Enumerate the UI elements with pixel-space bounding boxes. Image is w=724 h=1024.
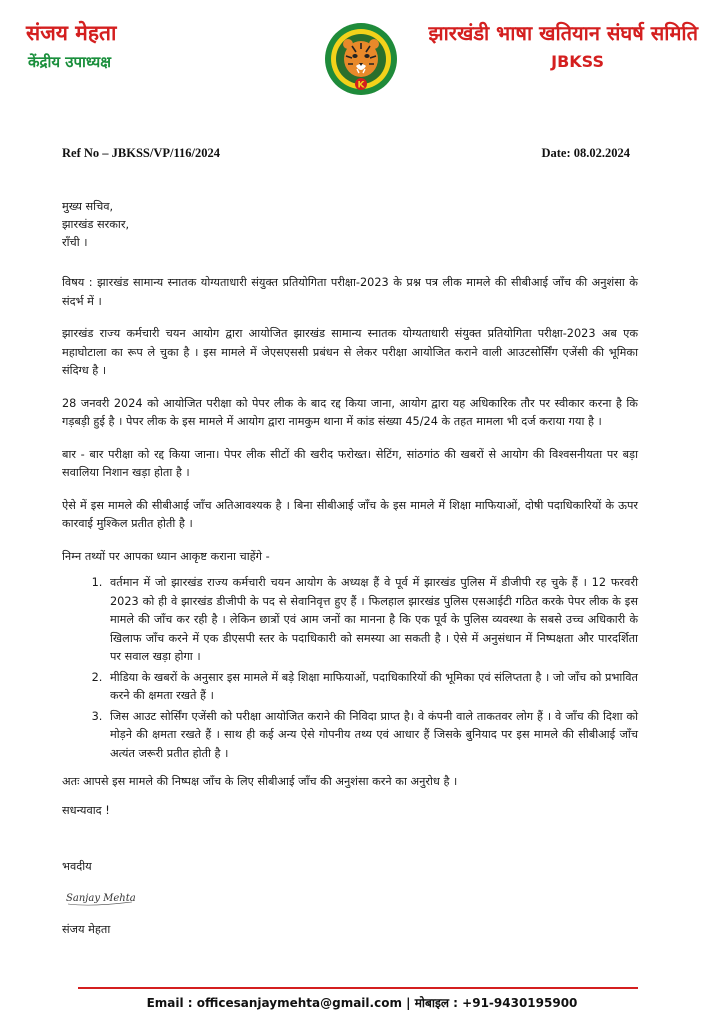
organization-abbreviation: JBKSS	[551, 52, 604, 71]
address-line: राँची ।	[62, 236, 88, 249]
reference-number: Ref No – JBKSS/VP/116/2024	[62, 146, 220, 160]
logo-letter: K	[357, 80, 365, 91]
organization-name: झारखंडी भाषा खतियान संघर्ष समिति	[428, 21, 698, 45]
handwritten-signature	[62, 885, 172, 909]
letter-date: Date: 08.02.2024	[541, 146, 630, 160]
closing-request: अतः आपसे इस मामले की निष्पक्ष जाँच के लिए सीबीआई जाँच की अनुशंसा करने का अनुरोध है ।	[62, 775, 458, 788]
body-paragraph: 28 जनवरी 2024 को आयोजित परीक्षा को पेपर लीक के बाद रद्द किया जाना, आयोग द्वारा यह अधिकारिक तौर पर स्वीकार करना है कि गड़बड़ी हुई है । पेपर लीक के इस मामले में आयोग द्वारा नामकुम थाना में कांड संख्या 45/24 के तहत मामला भी दर्ज कराया गया है ।	[62, 396, 638, 428]
address-line: झारखंड सरकार,	[62, 218, 130, 231]
list-item: 2. मीडिया के खबरों के अनुसार इस मामले में बड़े शिक्षा माफियाओं, पदाधिकारियों की भूमिका एवं संलिप्तता है । जो जाँच को प्रभावित करने की क्षमता रखते हैं ।	[106, 669, 638, 706]
sender-name: संजय मेहता	[26, 21, 117, 45]
sender-role: केंद्रीय उपाध्यक्ष	[28, 53, 112, 71]
reference-row	[62, 146, 630, 161]
footer-mobile: मोबाइल : +91-9430195900	[414, 996, 578, 1010]
footer-contact	[0, 994, 724, 1011]
signer-name: संजय मेहता	[62, 923, 111, 936]
footer-divider	[78, 987, 638, 989]
body-paragraph: ऐसे में इस मामले की सीबीआई जाँच अतिआवश्यक है । बिना सीबीआई जाँच के इस मामले में शिक्षा माफियाओं, दोषी पदाधिकारियों के ऊपर कारवाई मुश्किल प्रतीत होती है ।	[62, 498, 638, 530]
points-list	[62, 574, 638, 763]
body-paragraph: निम्न तथ्यों पर आपका ध्यान आकृष्ट कराना चाहेंगे -	[62, 549, 270, 563]
footer-separator: |	[406, 996, 411, 1010]
thanks-line: सधन्यवाद !	[62, 803, 110, 817]
yours-faithfully: भवदीय	[62, 860, 92, 873]
recipient-address	[62, 198, 638, 252]
list-item: 1. वर्तमान में जो झारखंड राज्य कर्मचारी चयन आयोग के अध्यक्ष हैं वे पूर्व में झारखंड पुलिस में डीजीपी रह चुके हैं । 12 फरवरी 2023 को ही वे झारखंड डीजीपी के पद से सेवानिवृत्त हुए हैं । फिलहाल झारखंड पुलिस एसआईटी गठित करके पेपर लीक के इस मामले की जाँच कर रही है । लेकिन छात्रों एवं आम जनों का मानना है कि एक पूर्व के पुलिस व्यवस्था के सबसे उच्च अधिकारी के खिलाफ जाँच करने में एक डीएसपी स्तर के पदाधिकारी को समस्या आ सकती है । ऐसे में अनुसंधान में निष्पक्षता और पारदर्शिता पर सवाल खड़ा होगा ।	[106, 574, 638, 667]
body-paragraph: बार - बार परीक्षा को रद्द किया जाना। पेपर लीक सीटों की खरीद फरोख्त। सेटिंग, सांठगांठ की खबरों से आयोग की विश्वसनीयता पर बड़ा सवालिया निशान खड़ा होता है ।	[62, 447, 638, 479]
address-line: मुख्य सचिव,	[62, 200, 114, 213]
letter-subject: विषय : झारखंड सामान्य स्नातक योग्यताधारी संयुक्त प्रतियोगिता परीक्षा-2023 के प्रश्न पत्र लीक मामले की सीबीआई जाँच की अनुशंसा के संदर्भ में ।	[62, 276, 638, 308]
footer-email: Email : officesanjaymehta@gmail.com	[146, 996, 402, 1010]
letter-body	[62, 198, 638, 940]
signature-text: Sanjay Mehta	[66, 892, 136, 904]
body-paragraph: झारखंड राज्य कर्मचारी चयन आयोग द्वारा आयोजित झारखंड सामान्य स्नातक योग्यताधारी संयुक्त प्रतियोगिता परीक्षा-2023 अब एक महाघोटाला का रूप ले चुका है । इस मामले में जेएसएससी प्रबंधन से लेकर परीक्षा आयोजित कराने वाली आउटसोर्सिंग एजेंसी की भूमिका संदिग्ध है ।	[62, 327, 638, 377]
list-item: 3. जिस आउट सोर्सिंग एजेंसी को परीक्षा आयोजित कराने की निविदा प्राप्त है। वे कंपनी वाले ताकतवर लोग हैं । वे जाँच की दिशा को मोड़ने की क्षमता रखते हैं । साथ ही कई अन्य ऐसे गोपनीय तथ्य एवं आधार हैं जिसके बुनियाद पर इस मामले की सीबीआई जाँच अत्यंत जरूरी प्रतीत होती है ।	[106, 708, 638, 764]
tiger-logo-icon	[324, 22, 398, 96]
